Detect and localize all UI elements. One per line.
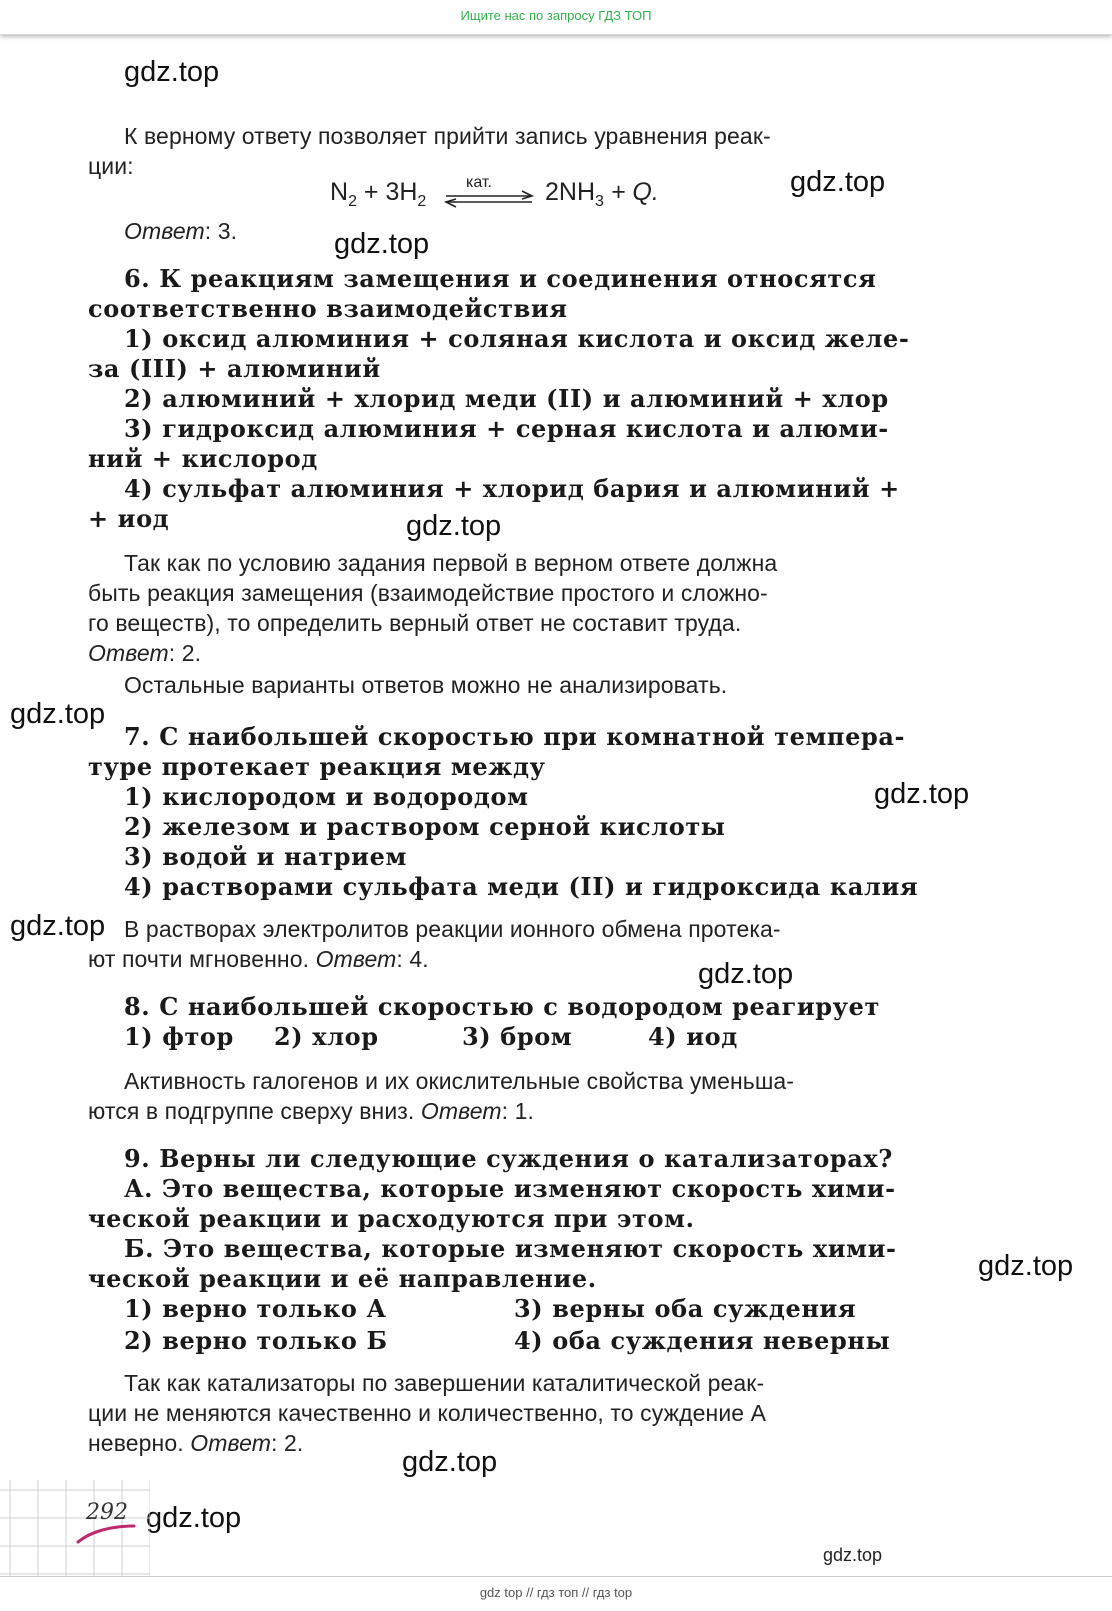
a6-line: быть реакция замещения (взаимодействие простого и сложно- [88, 580, 768, 606]
intro-line: ции: [88, 153, 134, 179]
answer-8: ются в подгруппе сверху вниз. Ответ: 1. [88, 1098, 535, 1124]
q9-line: Б. Это вещества, которые изменяют скорость хими- [124, 1234, 897, 1263]
q9-line: ческой реакции и расходуются при этом. [88, 1204, 695, 1233]
q8-option: 1) фтор [124, 1022, 234, 1051]
intro-line: К верному ответу позволяет прийти запись уравнения реак- [124, 123, 771, 149]
a8-line: Активность галогенов и их окислительные свойства уменьша- [124, 1068, 795, 1094]
search-hint-link[interactable]: Ищите нас по запросу ГДЗ ТОП [460, 8, 652, 23]
q6-option: за (III) + алюминий [88, 354, 381, 383]
q6-option: + иод [88, 504, 170, 533]
bottom-bar [0, 1576, 1112, 1611]
q9-line: А. Это вещества, которые изменяют скорость хими- [124, 1174, 896, 1203]
q9-option: 4) оба суждения неверны [514, 1326, 891, 1355]
watermark: gdz.top [334, 228, 430, 260]
q7-option: 3) водой и натрием [124, 842, 407, 871]
watermark: gdz.top [790, 166, 886, 198]
watermark: gdz.top [406, 510, 502, 542]
equation-right: $2NH_3 + Q$. [545, 178, 659, 210]
equation-left: $N_2 + 3H_2$ [330, 178, 427, 210]
q8-line: 8. С наибольшей скоростью с водородом реагирует [124, 992, 880, 1021]
q6-option: 1) оксид алюминия + соляная кислота и оксид желе- [124, 324, 910, 353]
q6-option: 3) гидроксид алюминия + серная кислота и алюми- [124, 414, 889, 443]
watermark: gdz.top [874, 778, 970, 810]
top-banner [0, 0, 1112, 35]
watermark: gdz.top [10, 910, 106, 942]
watermark: gdz.top [698, 958, 794, 990]
reversible-arrow-icon [444, 176, 536, 210]
q8-option: 4) иод [648, 1022, 738, 1051]
a9-line: ции не меняются качественно и количественно, то суждение А [88, 1400, 767, 1426]
a7-line: В растворах электролитов реакции ионного обмена протека- [124, 916, 781, 942]
q6-line: 6. К реакциям замещения и соединения относятся [124, 264, 877, 293]
q6-line: соответственно взаимодействия [88, 294, 568, 323]
answer-6: Ответ: 2. [88, 640, 202, 666]
q6-option: 4) сульфат алюминия + хлорид бария и алюминий + [124, 474, 900, 503]
a6-line: Так как по условию задания первой в верном ответе должна [124, 550, 778, 576]
answer-7: ют почти мгновенно. Ответ: 4. [88, 946, 429, 972]
q9-line: 9. Верны ли следующие суждения о катализаторах? [124, 1144, 893, 1173]
watermark: gdz.top [10, 698, 106, 730]
q7-option: 2) железом и раствором серной кислоты [124, 812, 726, 841]
watermark: gdz.top [146, 1502, 242, 1534]
page-number: 292 [86, 1500, 128, 1525]
q7-line: 7. С наибольшей скоростью при комнатной темпера- [124, 722, 906, 751]
pen-stroke-icon [76, 1522, 136, 1544]
q6-option: 2) алюминий + хлорид меди (II) и алюминий + хлор [124, 384, 889, 413]
a6-line: Остальные варианты ответов можно не анализировать. [124, 672, 728, 698]
catalyst-label: кат. [466, 174, 492, 191]
q8-option: 3) бром [462, 1022, 573, 1051]
watermark-small: gdz.top [823, 1545, 883, 1565]
watermark: gdz.top [978, 1250, 1074, 1282]
footer-links[interactable]: gdz top // гдз топ // гдз top [479, 1585, 633, 1600]
a9-line: Так как катализаторы по завершении каталитической реак- [124, 1370, 765, 1396]
q9-line: ческой реакции и её направление. [88, 1264, 597, 1293]
q9-option: 3) верны оба суждения [514, 1294, 857, 1323]
answer-9: неверно. Ответ: 2. [88, 1430, 304, 1456]
q7-line: туре протекает реакция между [88, 752, 546, 781]
watermark: gdz.top [124, 56, 220, 88]
answer-5: Ответ: 3. [124, 218, 238, 244]
q6-option: ний + кислород [88, 444, 318, 473]
watermark: gdz.top [402, 1446, 498, 1478]
q8-option: 2) хлор [274, 1022, 379, 1051]
a6-line: го веществ), то определить верный ответ не составит труда. [88, 610, 742, 636]
q7-option: 4) растворами сульфата меди (II) и гидроксида калия [124, 872, 919, 901]
q9-option: 1) верно только А [124, 1294, 387, 1323]
q9-option: 2) верно только Б [124, 1326, 388, 1355]
q7-option: 1) кислородом и водородом [124, 782, 529, 811]
